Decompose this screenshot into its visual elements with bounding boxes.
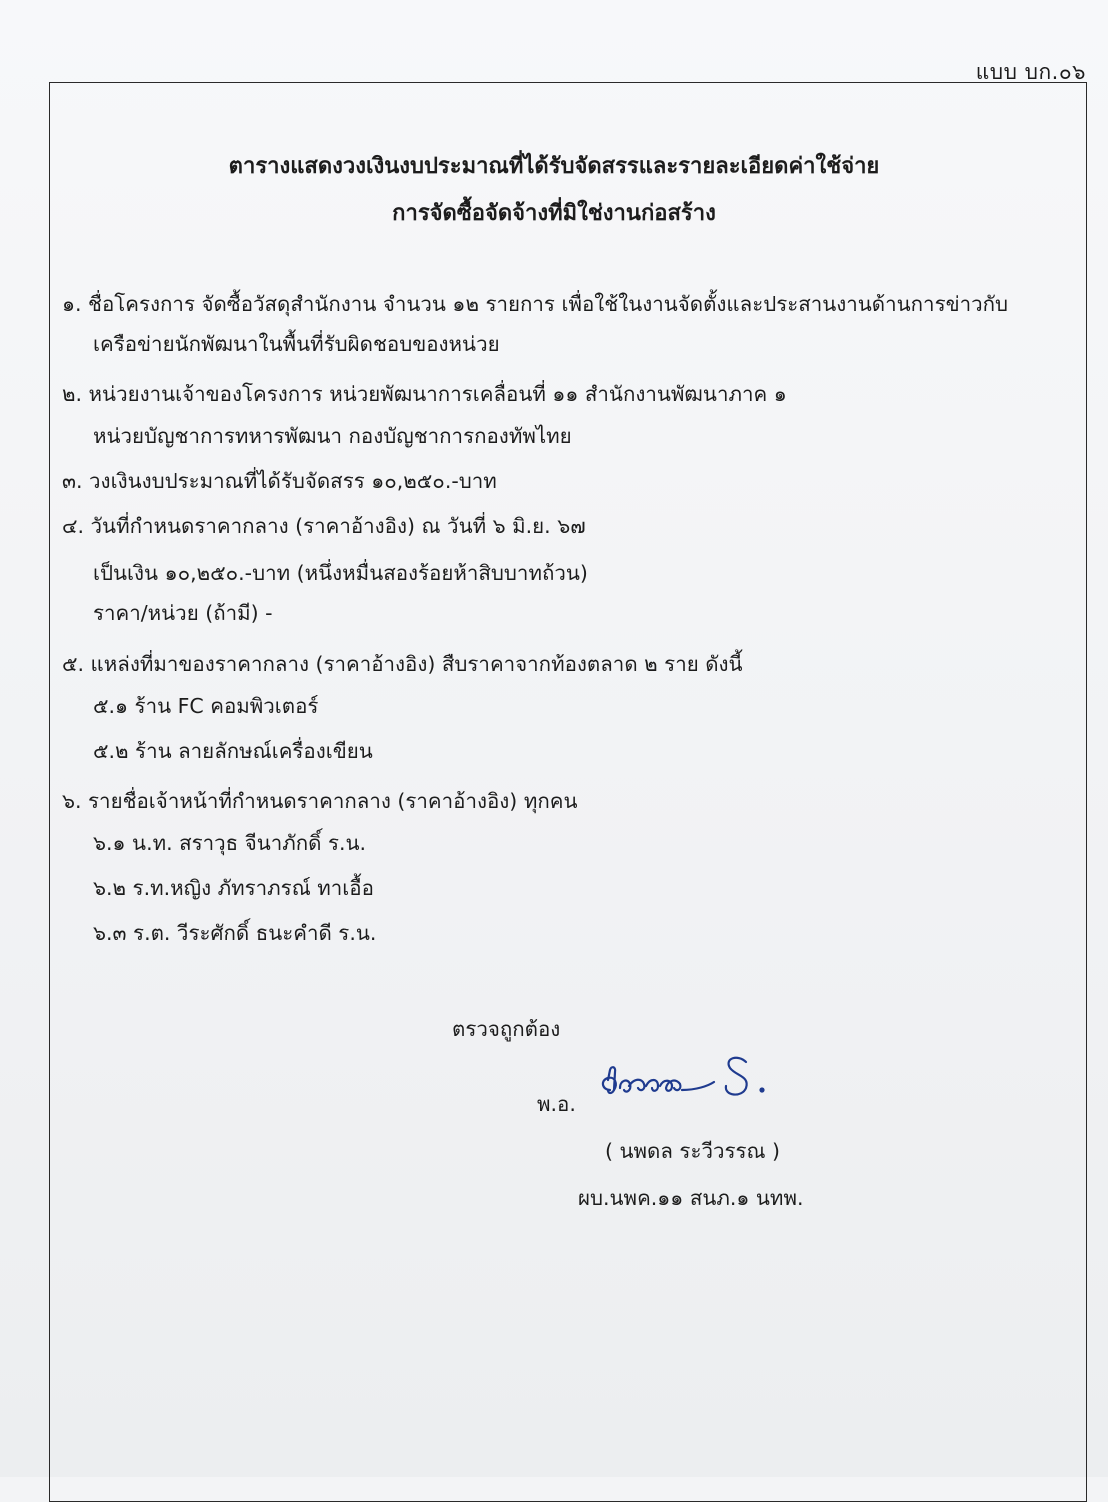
item-5-1: ๕.๑ ร้าน FC คอมพิวเตอร์ xyxy=(93,694,319,718)
handwritten-signature xyxy=(596,1046,786,1104)
item-2-line-1: ๒. หน่วยงานเจ้าของโครงการ หน่วยพัฒนาการเคลื่อนที่ ๑๑ สำนักงานพัฒนาภาค ๑ xyxy=(62,382,787,406)
item-5-2: ๕.๒ ร้าน ลายลักษณ์เครื่องเขียน xyxy=(93,739,373,763)
item-3-line-1: ๓. วงเงินงบประมาณที่ได้รับจัดสรร ๑๐,๒๕๐.-บาท xyxy=(62,469,497,493)
item-4-line-1: ๔. วันที่กำหนดราคากลาง (ราคาอ้างอิง) ณ วันที่ ๖ มิ.ย. ๖๗ xyxy=(62,514,586,538)
signer-rank: พ.อ. xyxy=(537,1092,576,1116)
signature-mark xyxy=(596,1046,786,1104)
item-2-line-2: หน่วยบัญชาการทหารพัฒนา กองบัญชาการกองทัพไทย xyxy=(93,424,572,448)
form-code: แบบ บก.๐๖ xyxy=(975,60,1086,84)
signer-name: ( นพดล ระวีวรรณ ) xyxy=(605,1139,781,1163)
item-6-1: ๖.๑ น.ท. สราวุธ จีนาภักดิ์ ร.น. xyxy=(93,831,367,855)
item-5-line-1: ๕. แหล่งที่มาของราคากลาง (ราคาอ้างอิง) สืบราคาจากท้องตลาด ๒ ราย ดังนี้ xyxy=(62,652,743,676)
document-title-line-2: การจัดซื้อจัดจ้างที่มิใช่งานก่อสร้าง xyxy=(392,201,716,226)
item-6-3: ๖.๓ ร.ต. วีระศักดิ์ ธนะคำดี ร.น. xyxy=(93,921,377,945)
item-1-line-2: เครือข่ายนักพัฒนาในพื้นที่รับผิดชอบของหน่วย xyxy=(93,332,500,356)
item-1-line-1: ๑. ชื่อโครงการ จัดซื้อวัสดุสำนักงาน จำนวน ๑๒ รายการ เพื่อใช้ในงานจัดตั้งและประสานงานด้านการข่าวกับ xyxy=(62,292,1009,316)
item-4-line-2: เป็นเงิน ๑๐,๒๕๐.-บาท (หนึ่งหมื่นสองร้อยห้าสิบบาทถ้วน) xyxy=(93,561,588,585)
document-title-line-1: ตารางแสดงวงเงินงบประมาณที่ได้รับจัดสรรและรายละเอียดค่าใช้จ่าย xyxy=(228,154,880,179)
verified-label: ตรวจถูกต้อง xyxy=(452,1017,561,1041)
signer-position: ผบ.นพค.๑๑ สนภ.๑ นทพ. xyxy=(578,1186,804,1210)
item-6-2: ๖.๒ ร.ท.หญิง ภัทราภรณ์ ทาเอื้อ xyxy=(93,876,374,900)
item-4-line-3: ราคา/หน่วย (ถ้ามี) - xyxy=(93,601,273,625)
item-6-line-1: ๖. รายชื่อเจ้าหน้าที่กำหนดราคากลาง (ราคาอ้างอิง) ทุกคน xyxy=(62,789,578,813)
